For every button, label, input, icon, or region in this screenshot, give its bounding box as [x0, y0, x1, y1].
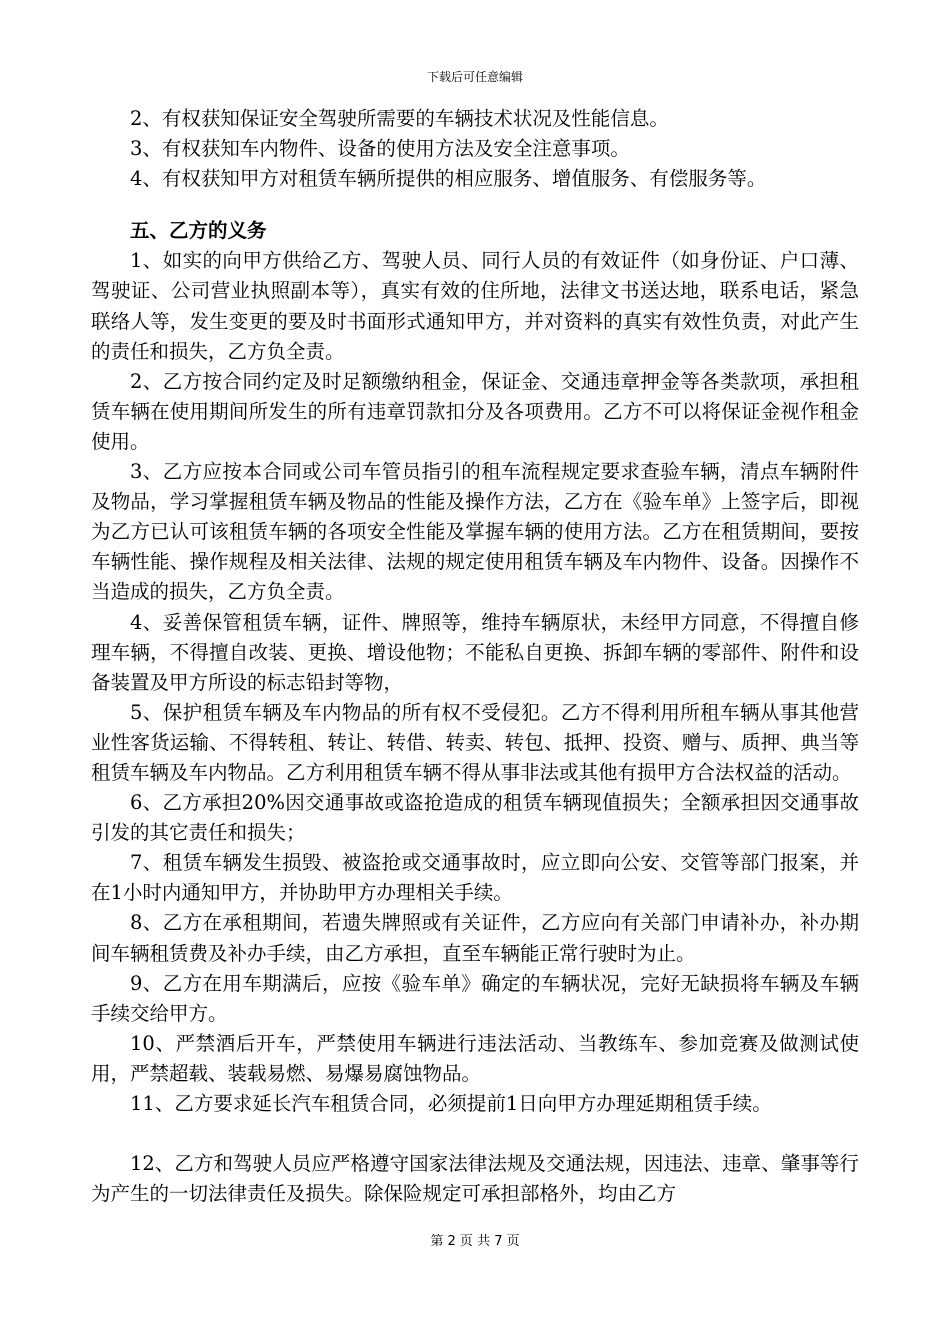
clause-5-6: 6、乙方承担20%因交通事故或盗抢造成的租赁车辆现值损失；全额承担因交通事故引发的其它责任和损失； — [91, 791, 859, 845]
clause-4-2: 2、有权获知保证安全驾驶所需要的车辆技术状况及性能信息。 — [130, 107, 669, 130]
clause-5-9: 9、乙方在用车期满后，应按《验车单》确定的车辆状况，完好无缺损将车辆及车辆手续交给甲方。 — [91, 971, 859, 1025]
clause-5-2: 2、乙方按合同约定及时足额缴纳租金，保证金、交通违章押金等各类款项，承担租赁车辆在使用期间所发生的所有违章罚款扣分及各项费用。乙方不可以将保证金视作租金使用。 — [91, 369, 859, 453]
document-body — [91, 104, 859, 1209]
page-header-note: 下载后可任意编辑 — [426, 70, 523, 84]
clause-5-5: 5、保护租赁车辆及车内物品的所有权不受侵犯。乙方不得利用所租车辆从事其他营业性客货运输、不得转租、转让、转借、转卖、转包、抵押、投资、赠与、质押、典当等租赁车辆及车内物品。乙方利用租赁车辆不得从事非法或其他有损甲方合法权益的活动。 — [91, 700, 859, 784]
page-number: 第 2 页 共 7 页 — [430, 1234, 520, 1249]
clause-5-3: 3、乙方应按本合同或公司车管员指引的租车流程规定要求查验车辆，清点车辆附件及物品，学习掌握租赁车辆及物品的性能及操作方法，乙方在《验车单》上签字后，即视为乙方已认可该租赁车辆的各项安全性能及掌握车辆的使用方法。乙方在租赁期间，要按车辆性能、操作规程及相关法律、法规的规定使用租赁车辆及车内物件、设备。因操作不当造成的损失，乙方负全责。 — [91, 460, 859, 604]
clause-5-11: 11、乙方要求延长汽车租赁合同，必须提前1日向甲方办理延期租赁手续。 — [130, 1092, 772, 1115]
clause-5-10: 10、严禁酒后开车，严禁使用车辆进行违法活动、当教练车、参加竞赛及做测试使用，严禁超载、装载易燃、易爆易腐蚀物品。 — [91, 1031, 859, 1085]
section-heading: 五、乙方的义务 — [130, 219, 267, 243]
clause-5-7: 7、租赁车辆发生损毁、被盗抢或交通事故时，应立即向公安、交管等部门报案，并在1小时内通知甲方，并协助甲方办理相关手续。 — [91, 851, 859, 905]
clause-4-4: 4、有权获知甲方对租赁车辆所提供的相应服务、增值服务、有偿服务等。 — [130, 167, 767, 191]
clause-5-8: 8、乙方在承租期间，若遗失牌照或有关证件，乙方应向有关部门申请补办，补办期间车辆租赁费及补办手续，由乙方承担，直至车辆能正常行驶时为止。 — [91, 911, 859, 965]
clause-5-12: 12、乙方和驾驶人员应严格遵守国家法律法规及交通法规，因违法、违章、肇事等行为产生的一切法律责任及损失。除保险规定可承担部格外，均由乙方 — [91, 1152, 859, 1206]
clause-5-4: 4、妥善保管租赁车辆，证件、牌照等，维持车辆原状，未经甲方同意，不得擅自修理车辆，不得擅自改装、更换、增设他物；不能私自更换、拆卸车辆的零部件、附件和设备装置及甲方所设的标志铅封等物， — [91, 610, 859, 694]
clause-5-1: 1、如实的向甲方供给乙方、驾驶人员、同行人员的有效证件（如身份证、户口薄、驾驶证、公司营业执照副本等），真实有效的住所地，法律文书送达地，联系电话，紧急联络人等，发生变更的要及时书面形式通知甲方，并对资料的真实有效性负责，对此产生的责任和损失，乙方负全责。 — [91, 249, 859, 363]
clause-4-3: 3、有权获知车内物件、设备的使用方法及安全注意事项。 — [130, 137, 630, 161]
